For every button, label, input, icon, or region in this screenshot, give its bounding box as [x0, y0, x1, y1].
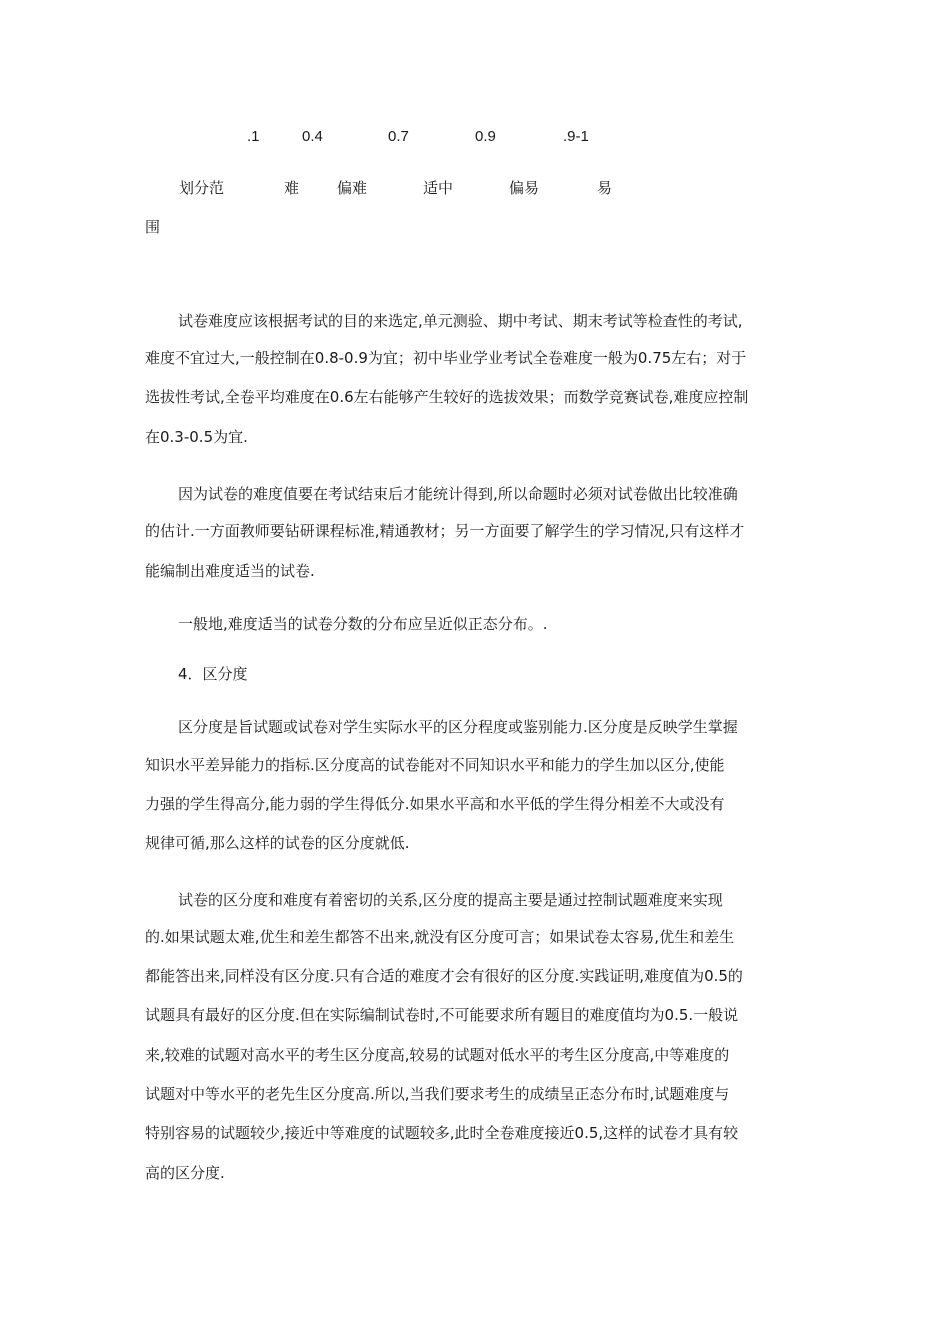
table-level: 偏易 — [509, 179, 540, 197]
table-value: 0.7 — [388, 128, 409, 145]
text-line: 知识水平差异能力的指标.区分度高的试卷能对不同知识水平和能力的学生加以区分,使能 — [145, 756, 725, 774]
section-title: 4．区分度 — [178, 665, 248, 683]
text-line: 的估计.一方面教师要钻研课程标准,精通教材；另一方面要了解学生的学习情况,只有这样才 — [145, 522, 745, 540]
text-line: 试题具有最好的区分度.但在实际编制试卷时,不可能要求所有题目的难度值均为0.5.一般说 — [145, 1006, 739, 1024]
table-row-label: 划分范 — [179, 179, 225, 197]
table-value: .9-1 — [563, 128, 589, 145]
table-value: 0.9 — [475, 128, 496, 145]
text-line: 试卷的区分度和难度有着密切的关系,区分度的提高主要是通过控制试题难度来实现 — [178, 891, 723, 909]
table-row-label-continued: 围 — [145, 218, 161, 236]
text-line: 高的区分度. — [145, 1164, 225, 1182]
table-level: 偏难 — [337, 179, 368, 197]
text-line: 试卷难度应该根据考试的目的来选定,单元测验、期中考试、期末考试等检查性的考试, — [178, 312, 743, 330]
text-line: 特别容易的试题较少,接近中等难度的试题较多,此时全卷难度接近0.5,这样的试卷才具有较 — [145, 1124, 739, 1142]
text-line: 难度不宜过大,一般控制在0.8-0.9为宜；初中毕业学业考试全卷难度一般为0.75左右；对于 — [145, 349, 747, 367]
text-line: 规律可循,那么这样的试卷的区分度就低. — [145, 834, 410, 852]
table-level: 难 — [284, 179, 300, 197]
text-line: 都能答出来,同样没有区分度.只有合适的难度才会有很好的区分度.实践证明,难度值为0.5的 — [145, 967, 743, 985]
text-line: 在0.3-0.5为宜. — [145, 428, 248, 446]
table-level: 适中 — [423, 179, 454, 197]
table-value: .1 — [247, 128, 260, 145]
text-line: 试题对中等水平的老先生区分度高.所以,当我们要求考生的成绩呈正态分布时,试题难度与 — [145, 1085, 730, 1103]
text-line: 区分度是旨试题或试卷对学生实际水平的区分程度或鉴别能力.区分度是反映学生掌握 — [178, 718, 738, 736]
text-line: 能编制出难度适当的试卷. — [145, 562, 315, 580]
text-line: 的.如果试题太难,优生和差生都答不出来,就没有区分度可言；如果试卷太容易,优生和差生 — [145, 928, 735, 946]
table-level: 易 — [597, 179, 613, 197]
table-value: 0.4 — [302, 128, 323, 145]
text-line: 选拔性考试,全卷平均难度在0.6左右能够产生较好的选拔效果；而数学竞赛试卷,难度应控制 — [145, 388, 749, 406]
text-line: 来,较难的试题对高水平的考生区分度高,较易的试题对低水平的考生区分度高,中等难度的 — [145, 1046, 730, 1064]
text-line: 因为试卷的难度值要在考试结束后才能统计得到,所以命题时必须对试卷做出比较准确 — [178, 485, 738, 503]
text-line: 力强的学生得高分,能力弱的学生得低分.如果水平高和水平低的学生得分相差不大或没有 — [145, 795, 725, 813]
text-line: 一般地,难度适当的试卷分数的分布应呈近似正态分布。. — [178, 615, 548, 633]
